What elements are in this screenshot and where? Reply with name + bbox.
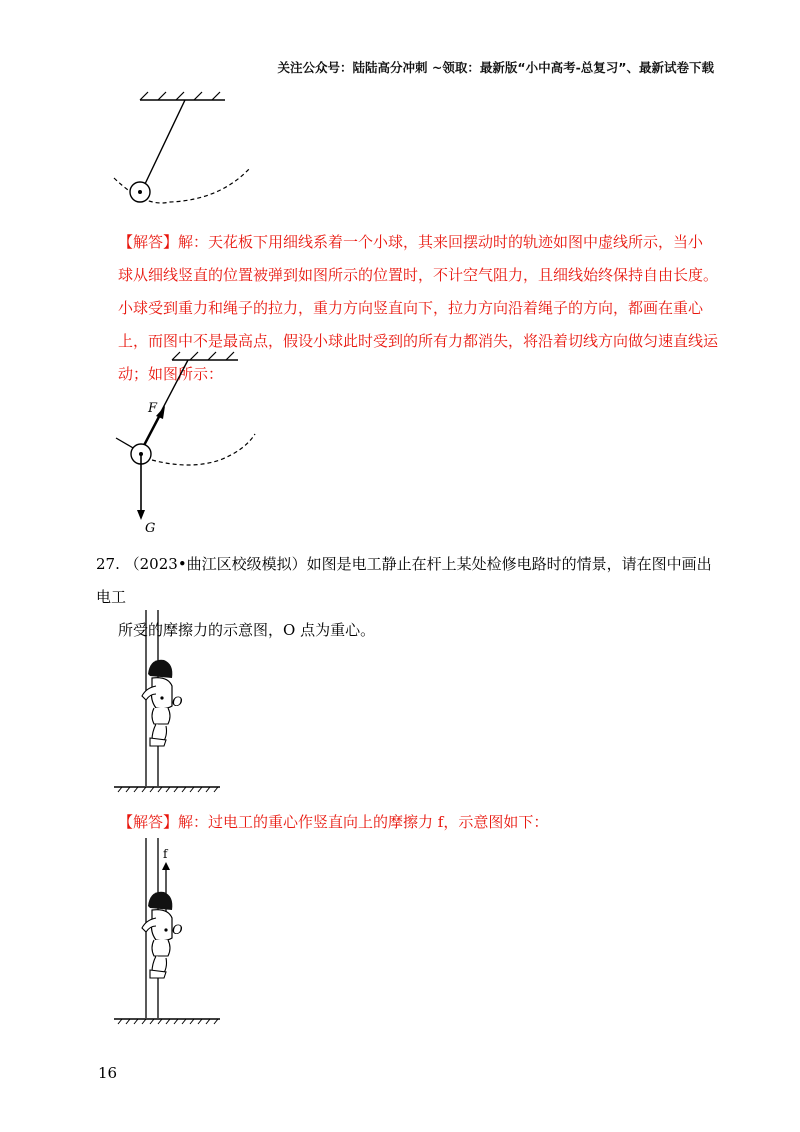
ground-hatch — [118, 787, 218, 792]
label-G: G — [145, 521, 156, 536]
label-O: O — [172, 695, 183, 710]
center-of-gravity — [164, 928, 167, 931]
electrician-leg-upper — [152, 940, 170, 956]
answer-text: 解：过电工的重心作竖直向上的摩擦力 f，示意图如下： — [178, 813, 549, 831]
pendulum-figure-1 — [110, 88, 260, 218]
electrician-foot — [150, 970, 166, 978]
label-F: F — [148, 401, 158, 416]
friction-arrowhead — [162, 862, 170, 870]
ground-hatch — [118, 1019, 218, 1024]
electrician-leg-upper — [152, 708, 170, 724]
ceiling-hatch — [140, 92, 220, 100]
center-of-gravity — [160, 696, 163, 699]
electrician-figure-2 — [110, 834, 270, 1030]
swing-trajectory — [152, 434, 255, 465]
answer-text: 解：天花板下用细线系着一个小球，其来回摆动时的轨迹如图中虚线所示，当小球从细线竖直的位置被弹到如图所示的位置时，不计空气阻力，且细线始终保持自由长度。小球受到重力和绳子的拉力，重力方向竖直向下，拉力方向沿着绳子的方向，都画在重心上，而图中不是最高点，假设小球此时受到的所有力都消失，将沿着切线方向做匀速直线运动；如图所示： — [118, 233, 719, 383]
answer-tag: 【解答】 — [118, 813, 179, 831]
ball-center — [138, 190, 142, 194]
electrician-foot — [150, 738, 166, 746]
ceiling-hatch — [172, 352, 234, 360]
label-f: f — [163, 847, 168, 861]
page-header: 关注公众号：陆陆高分冲刺 ~领取：最新版“小中高考-总复习”、最新试卷下载 — [277, 60, 714, 75]
question-text-line2: 所受的摩擦力的示意图，O 点为重心。 — [118, 621, 376, 639]
electrician-helmet — [148, 892, 172, 910]
force-G-arrowhead — [137, 510, 145, 520]
page-number: 16 — [98, 1064, 118, 1082]
electrician-figure-1 — [110, 606, 270, 796]
answer-tag: 【解答】 — [118, 233, 179, 251]
string — [145, 100, 185, 184]
pendulum-figure-2 — [110, 350, 270, 540]
question-text-line1: 如图是电工静止在杆上某处检修电路时的情景，请在图中画出电工 — [96, 555, 712, 606]
question-source: （2023•曲江区校级模拟） — [124, 555, 307, 573]
force-F-arrowhead — [156, 406, 165, 419]
question-number: 27. — [96, 555, 120, 573]
label-O: O — [172, 923, 183, 938]
electrician-helmet — [148, 660, 172, 678]
